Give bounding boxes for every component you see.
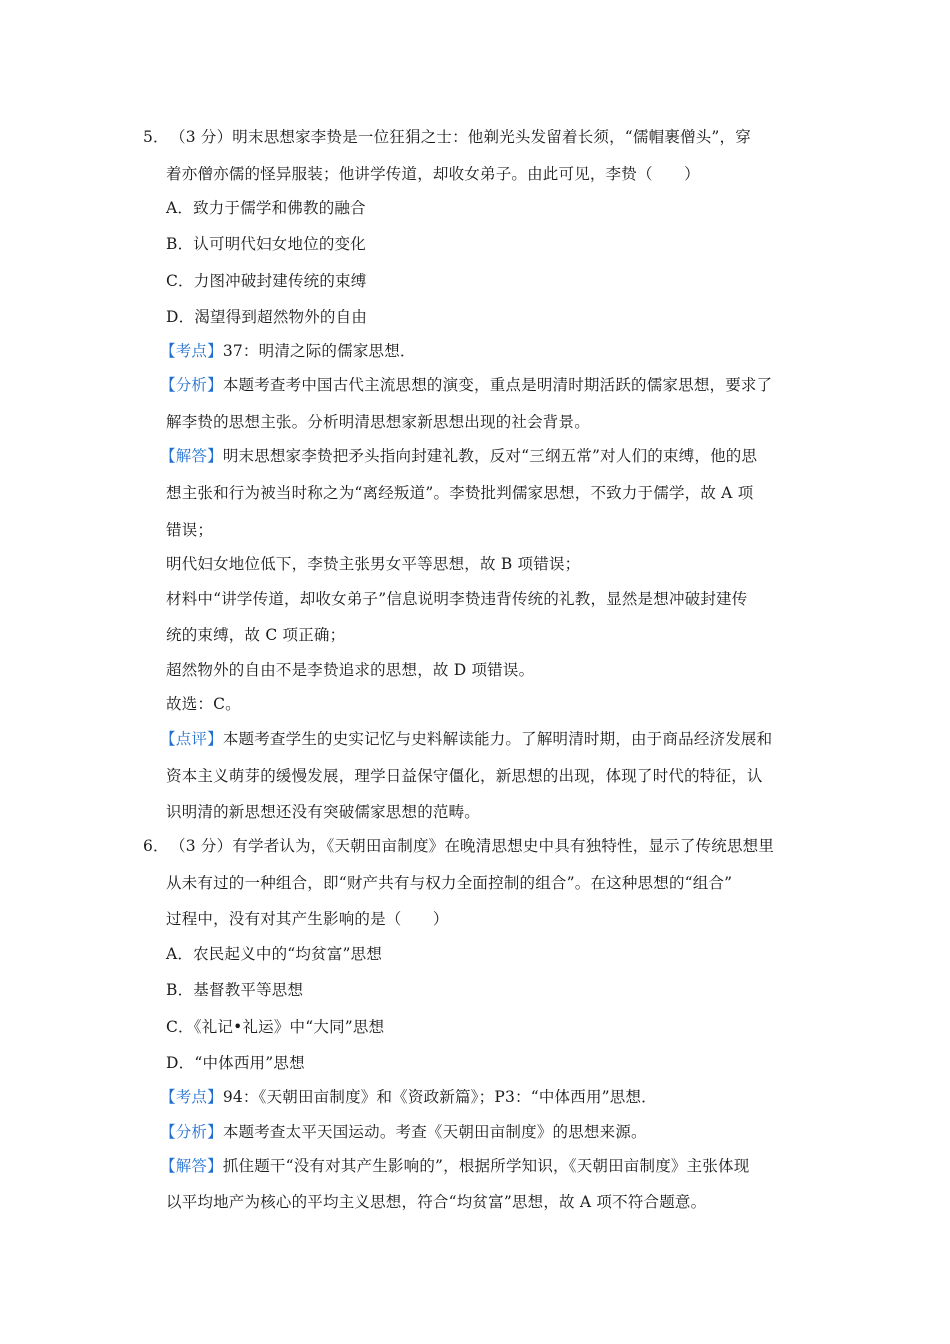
q6-option-c: C．《礼记•礼运》中“大同”思想 bbox=[166, 1018, 385, 1036]
q5-option-b: B．认可明代妇女地位的变化 bbox=[166, 235, 366, 253]
q6-jieda-text-1: 抓住题干“没有对其产生影响的”，根据所学知识，《天朝田亩制度》主张体现 bbox=[222, 1157, 750, 1175]
q5-option-d: D．渴望得到超然物外的自由 bbox=[166, 308, 368, 326]
q5-jieda-line-1 bbox=[160, 446, 757, 466]
q6-fenxi bbox=[160, 1122, 647, 1142]
q6-option-a: A．农民起义中的“均贫富”思想 bbox=[166, 945, 383, 963]
q5-jieda-line-5: 材料中“讲学传道，却收女弟子”信息说明李贽违背传统的礼教，显然是想冲破封建传 bbox=[166, 590, 748, 608]
q6-kaodian-text: 94：《天朝田亩制度》和《资政新篇》；P3：“中体西用”思想． bbox=[222, 1088, 657, 1106]
q6-kaodian bbox=[160, 1087, 657, 1107]
q5-jieda-line-7: 超然物外的自由不是李贽追求的思想，故 D 项错误。 bbox=[166, 661, 535, 679]
q5-jieda-text-1: 明末思想家李贽把矛头指向封建礼教，反对“三纲五常”对人们的束缚，他的思 bbox=[222, 447, 758, 465]
q5-jieda-line-2: 想主张和行为被当时称之为“离经叛道”。李贽批判儒家思想，不致力于儒学，故 A 项 bbox=[166, 484, 754, 502]
q5-dianping-line-3: 识明清的新思想还没有突破儒家思想的范畴。 bbox=[166, 803, 481, 821]
q6-jieda-line-2: 以平均地产为核心的平均主义思想，符合“均贫富”思想，故 A 项不符合题意。 bbox=[166, 1193, 707, 1211]
q5-kaodian-tag: 【考点】 bbox=[160, 342, 223, 360]
q5-fenxi-text-1: 本题考查考中国古代主流思想的演变，重点是明清时期活跃的儒家思想，要求了 bbox=[222, 376, 773, 394]
q5-option-a: A．致力于儒学和佛教的融合 bbox=[166, 199, 366, 217]
q5-jieda-line-6: 统的束缚，故 C 项正确； bbox=[166, 626, 346, 644]
q5-option-c: C．力图冲破封建传统的束缚 bbox=[166, 272, 367, 290]
q6-jieda-line-1 bbox=[160, 1156, 749, 1176]
q5-fenxi-line-2: 解李贽的思想主张。分析明清思想家新思想出现的社会背景。 bbox=[166, 413, 590, 431]
q6-option-b: B．基督教平等思想 bbox=[166, 981, 304, 999]
q5-kaodian-text: 37：明清之际的儒家思想． bbox=[222, 342, 416, 360]
q6-stem-line-3: 过程中，没有对其产生影响的是（ ） bbox=[166, 910, 449, 928]
q6-jieda-tag: 【解答】 bbox=[160, 1157, 223, 1175]
q5-jieda-line-3: 错误； bbox=[166, 521, 214, 539]
q6-stem-line-2: 从未有过的一种组合，即“财产共有与权力全面控制的组合”。在这种思想的“组合” bbox=[166, 874, 733, 892]
q6-option-d: D．“中体西用”思想 bbox=[166, 1054, 305, 1072]
q5-stem-line-2: 着亦僧亦儒的怪异服装；他讲学传道，却收女弟子。由此可见，李贽（ ） bbox=[166, 165, 700, 183]
q5-fenxi-tag: 【分析】 bbox=[160, 376, 223, 394]
q6-stem-line-1: （3 分）有学者认为，《天朝田亩制度》在晚清思想史中具有独特性，显示了传统思想里 bbox=[170, 837, 775, 855]
q5-number: 5． bbox=[143, 128, 169, 146]
q5-fenxi-line-1 bbox=[160, 375, 772, 395]
q6-fenxi-text: 本题考查太平天国运动。考查《天朝田亩制度》的思想来源。 bbox=[222, 1123, 647, 1141]
q5-dianping-line-1 bbox=[160, 729, 772, 749]
q5-jieda-line-4: 明代妇女地位低下，李贽主张男女平等思想，故 B 项错误； bbox=[166, 555, 581, 573]
q5-dianping-text-1: 本题考查学生的史实记忆与史料解读能力。了解明清时期，由于商品经济发展和 bbox=[222, 730, 773, 748]
q5-dianping-tag: 【点评】 bbox=[160, 730, 223, 748]
q6-fenxi-tag: 【分析】 bbox=[160, 1123, 223, 1141]
q5-stem-line-1: （3 分）明末思想家李贽是一位狂狷之士：他剃光头发留着长须，“儒帽裹僧头”，穿 bbox=[170, 128, 751, 146]
q5-jieda-line-8: 故选：C。 bbox=[166, 695, 241, 713]
q6-kaodian-tag: 【考点】 bbox=[160, 1088, 223, 1106]
q5-kaodian bbox=[160, 341, 416, 361]
q5-jieda-tag: 【解答】 bbox=[160, 447, 223, 465]
q5-dianping-line-2: 资本主义萌芽的缓慢发展，理学日益保守僵化，新思想的出现，体现了时代的特征，认 bbox=[166, 767, 763, 785]
q6-number: 6． bbox=[143, 837, 169, 855]
